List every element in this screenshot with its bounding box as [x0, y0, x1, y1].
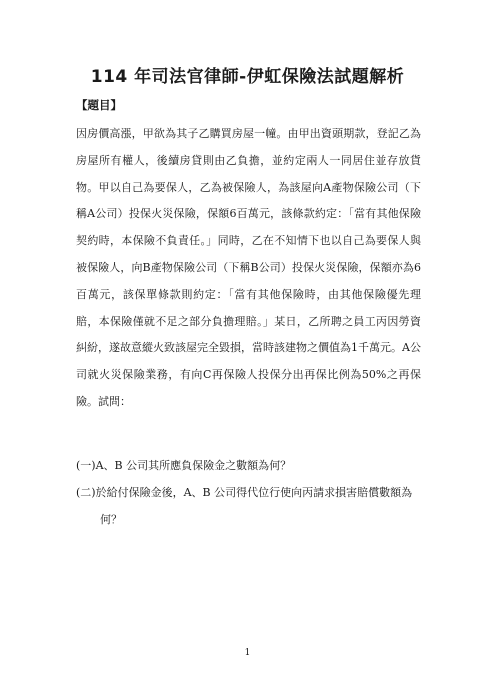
question-item-1: (一)A、B 公司其所應負保險金之數額為何？	[76, 459, 292, 472]
page-number: 1	[244, 648, 251, 658]
question-body	[76, 121, 421, 416]
page-title: 114 年司法官律師-伊虹保險法試題解析	[90, 67, 405, 87]
question-list	[76, 453, 421, 533]
question-item-2: (二)於給付保險金後，A、B 公司得代位行使向丙請求損害賠償數額為何？	[76, 485, 413, 526]
question-paragraph: 因房價高漲，甲欲為其子乙購買房屋一幢。由甲出資頭期款，登記乙為房屋所有權人，後續房貸則由乙負擔，並約定兩人一同居住並存放貨物。甲以自己為要保人，乙為被保險人，為該屋向A產物保險公司（下稱A公司）投保火災保險，保額6百萬元，該條款約定：「當有其他保險契約時，本保險不負責任。」同時，乙在不知情下也以自己為要保人與被保險人，向B產物保險公司（下稱B公司）投保火災保險，保額亦為6百萬元，該保單條款則約定：「當有其他保險時，由其他保險優先理賠，本保險僅就不足之部分負擔理賠。」某日，乙所聘之員工丙因勞資糾紛，遂故意縱火致該屋完全毀損，當時該建物之價值為1千萬元。A公司就火災保險業務，有向C再保險人投保分出再保比例為50%之再保險。試問：	[76, 127, 421, 408]
section-label: 【題目】	[76, 98, 122, 112]
